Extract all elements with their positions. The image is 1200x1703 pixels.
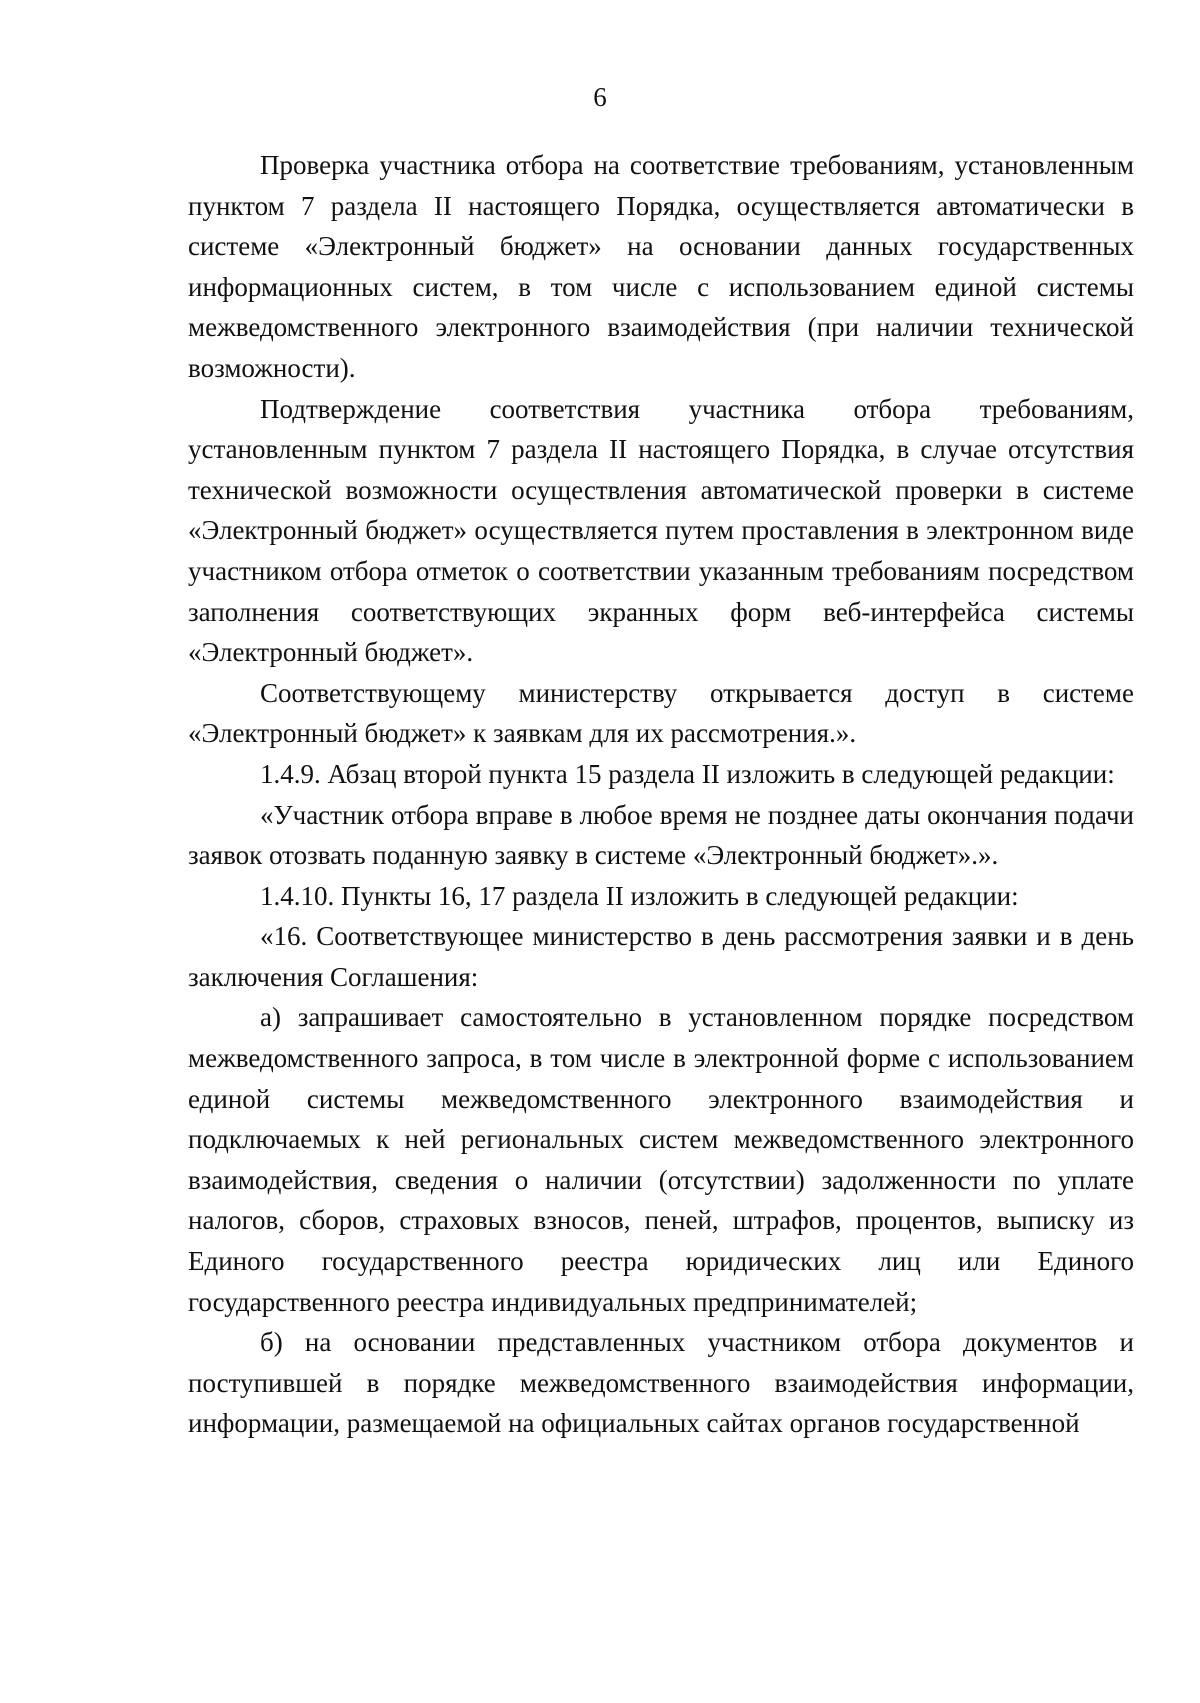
paragraph-withdraw-application: «Участник отбора вправе в любое время не позднее даты окончания подачи заявок отозвать поданную заявку в системе «Электронный бюджет».». [188, 799, 1134, 871]
paragraph-subitem-b: б) на основании представленных участником отбора документов и поступившей в порядке межведомственного взаимодействия информации, информации, размещаемой на официальных сайтах органов государственной [188, 1327, 1134, 1439]
paragraph-subitem-a: а) запрашивает самостоятельно в установленном порядке посредством межведомственного запроса, в том числе в электронной форме с использованием единой системы межведомственного электронного взаимодействия и подключаемых к ней региональных систем межведомственного электронного взаимодействия, сведения о наличии (отсутствии) задолженности по уплате налогов, сборов, страховых взносов, пеней, штрафов, процентов, выписку из Единого государственного реестра юридических лиц или Единого государственного реестра индивидуальных предпринимателей; [188, 1002, 1134, 1317]
paragraph-participant-check: Проверка участника отбора на соответствие требованиям, установленным пунктом 7 раздела II настоящего Порядка, осуществляется автоматически в системе «Электронный бюджет» на основании данных государственных информационных систем, в том числе с использованием единой системы межведомственного электронного взаимодействия (при наличии технической возможности). [188, 150, 1134, 383]
paragraph-compliance-confirmation: Подтверждение соответствия участника отбора требованиям, установленным пунктом 7 раздела II настоящего Порядка, в случае отсутствия технической возможности осуществления автоматической проверки в системе «Электронный бюджет» осуществляется путем проставления в электронном виде участником отбора отметок о соответствии указанным требованиям посредством заполнения соответствующих экранных форм веб-интерфейса системы «Электронный бюджет». [188, 393, 1134, 668]
paragraph-ministry-access: Соответствующему министерству открывается доступ в системе «Электронный бюджет» к заявкам для их рассмотрения.». [188, 677, 1134, 749]
page-number: 6 [593, 82, 607, 112]
paragraph-item-1-4-10: 1.4.10. Пункты 16, 17 раздела II изложить в следующей редакции: [260, 880, 1019, 911]
paragraph-item-16: «16. Соответствующее министерство в день рассмотрения заявки и в день заключения Соглашения: [188, 921, 1134, 992]
paragraph-item-1-4-9: 1.4.9. Абзац второй пункта 15 раздела II изложить в следующей редакции: [260, 758, 1115, 789]
document-body [188, 145, 1134, 1444]
